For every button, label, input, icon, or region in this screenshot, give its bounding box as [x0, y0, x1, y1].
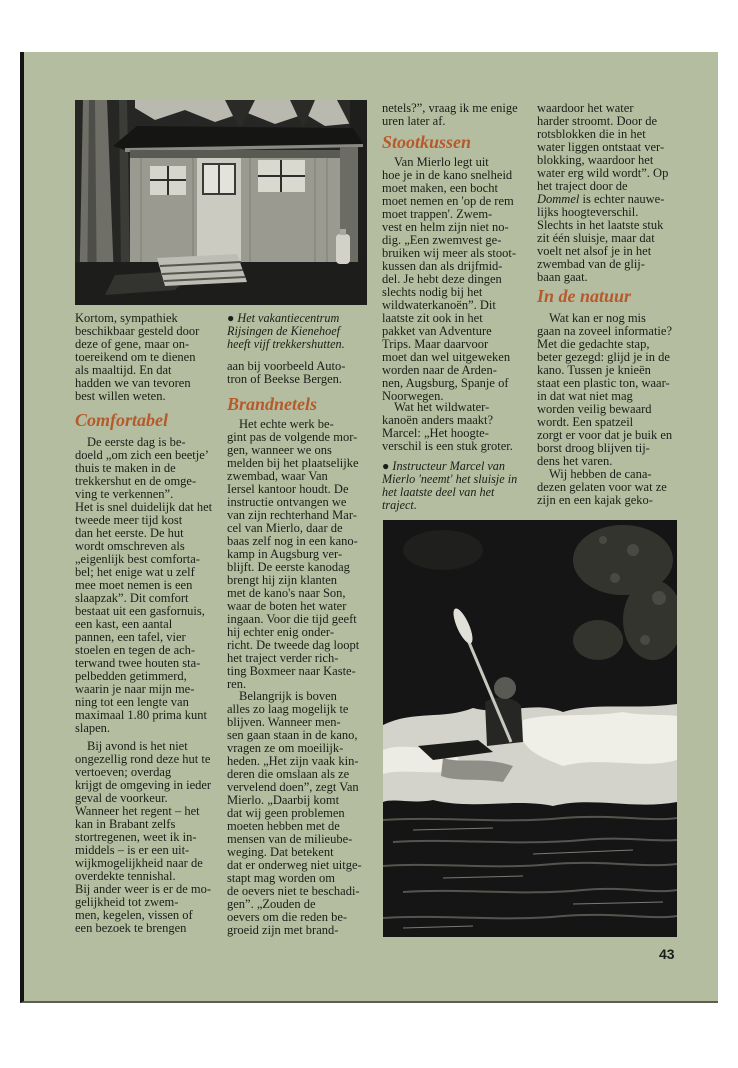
- photo-caption-kayak: ● Instructeur Marcel van Mierlo 'neemt' het sluisje in het laatste deel van het traject.: [382, 459, 518, 512]
- trekkershut-photo: [75, 100, 367, 305]
- col1-paragraph-2: De eerste dag is be- doeld „om zich een beetje’ thuis te maken in de trekkershut en de omge- ving te verkennen”. Het is snel duidelijk dat het tweede meer tijd kost dan het eerste. De hut wordt omschreven als „eigenlijk best comforta- bel; het enige wat u zelf mee moet nemen is een slaapzak”. Dit comfort bestaat uit een gasfornuis, een kast, een aantal pannen, een tafel, vier stoelen en tegen de ach- terwand twee houten sta- pelbedden getimmerd, waarin je naar mijn me- ning tot een lengte van maximaal 1.80 prima kunt slapen.: [75, 435, 213, 735]
- col4-paragraph-2: Wat kan er nog mis gaan na zoveel informatie? Met die gedachte stap, beter gezegd: glijd je in de kano. Tussen je knieën staat een plastic ton, waar- in dat wat niet mag worden veilig bewaard wordt. Een spatzeil zorgt er voor dat je buik en borst droog blijven tij- dens het varen.: [537, 311, 673, 468]
- gas-cylinder: [336, 234, 350, 264]
- photo-caption-hut: ● Het vakantiecentrum Rijsingen de Kienehoef heeft vijf trekkershutten.: [227, 311, 345, 351]
- col1-paragraph-1: Kortom, sympathiek beschikbaar gesteld door deze of gene, maar on- toereikend om te dienen als maaltijd. En dat hadden we van tevoren best willen weten.: [75, 311, 200, 403]
- col4-paragraph-3: Wij hebben de cana- dezen gelaten voor wat ze zijn en een kajak geko-: [537, 467, 667, 507]
- col3-paragraph-1: netels?”, vraag ik me enige uren later af.: [382, 101, 518, 128]
- col4-paragraph-1: [537, 102, 668, 284]
- col2-paragraph-2: Het echte werk be- gint pas de volgende mor- gen, wanneer we ons melden bij het plaatselijke zwembad, waar Van Iersel kantoor houdt. De instructie ontvangen we van zijn rechterhand Mar- cel van Mierlo, daar de baas zelf nog in een kano- kamp in Augsburg ver- blijft. De eerste kanodag brengt hij zijn klanten met de kano's naar Son, waar de boten het water ingaan. Voor die tijd geeft hij echter enig onder- richt. De tweede dag loopt het traject verder rich- ting Boxmeer naar Kaste- ren.: [227, 417, 360, 691]
- col1-paragraph-3: Bij avond is het niet ongezellig rond deze hut te vertoeven; overdag krijgt de omgeving in ieder geval de voorkeur. Wanneer het regent – het kan in Brabant zelfs stortregenen, weet ik in- middels – is er een uit- wijkmogelijkheid naar de overdekte tennishal. Bij ander weer is er de mo- gelijkheid tot zwem- men, kegelen, vissen of een bezoek te brengen: [75, 739, 212, 935]
- kayaker-photo: [383, 520, 677, 937]
- heading-comfortabel: Comfortabel: [75, 410, 168, 430]
- col3-paragraph-3: Wat het wildwater- kanoën anders maakt? Marcel: „Het hoogte- verschil is een stuk groter.: [382, 400, 513, 453]
- col4-paragraph-1-part-a: waardoor het water harder stroomt. Door de rotsblokken die in het water liggen ontstaat ver- blokking, waardoor het water erg wild wordt”. Op het traject door de: [537, 101, 669, 193]
- heading-brandnetels: Brandnetels: [227, 394, 318, 414]
- col3-paragraph-2: Van Mierlo legt uit hoe je in de kano snelheid moet maken, een bocht moet nemen en 'op de rem moet trappen'. Zwem- vest en helm zijn niet no- dig. „Een zwemvest ge- bruiken wij meer als stoot- kussen dan als drijfmid- del. Je hebt deze dingen slechts nodig bij het wildwaterkanoën”. Dit laatste zit ook in het pakket van Adventure Trips. Maar daarvoor moet dan wel uitgeweken worden naar de Arden- nen, Augsburg, Spanje of Noorwegen.: [382, 155, 516, 403]
- col2-paragraph-1: aan bij voorbeeld Auto- tron of Beekse Bergen.: [227, 359, 346, 386]
- heading-stootkussen: Stootkussen: [382, 132, 472, 152]
- kayaker-head: [494, 677, 516, 699]
- river-name-dommel: Dommel: [537, 192, 580, 206]
- page-number: 43: [659, 946, 675, 962]
- col2-paragraph-3: Belangrijk is boven alles zo laag mogelijk te blijven. Wanneer men- sen gaan staan in de kano, vragen ze om moeilijk- heden. „Het zijn vaak kin- deren die omslaan als ze vervelend doen”, zegt Van Mierlo. „Daarbij komt dat wij geen problemen moeten hebben met de mensen van de milieube- weging. Dat betekent dat er onderweg niet uitge- stapt mag worden om de oevers niet te beschadi- gen”. „Zouden de oevers om die reden be- groeid zijn met brand-: [227, 689, 362, 937]
- heading-in-de-natuur: In de natuur: [537, 286, 632, 306]
- col4-paragraph-1-part-c: is echter nauwe- lijks hoogteverschil. Slechts in het laatste stuk zit één sluisje, maar dat voelt net alsof je in het zwembad van de glij- baan gaat.: [537, 192, 665, 284]
